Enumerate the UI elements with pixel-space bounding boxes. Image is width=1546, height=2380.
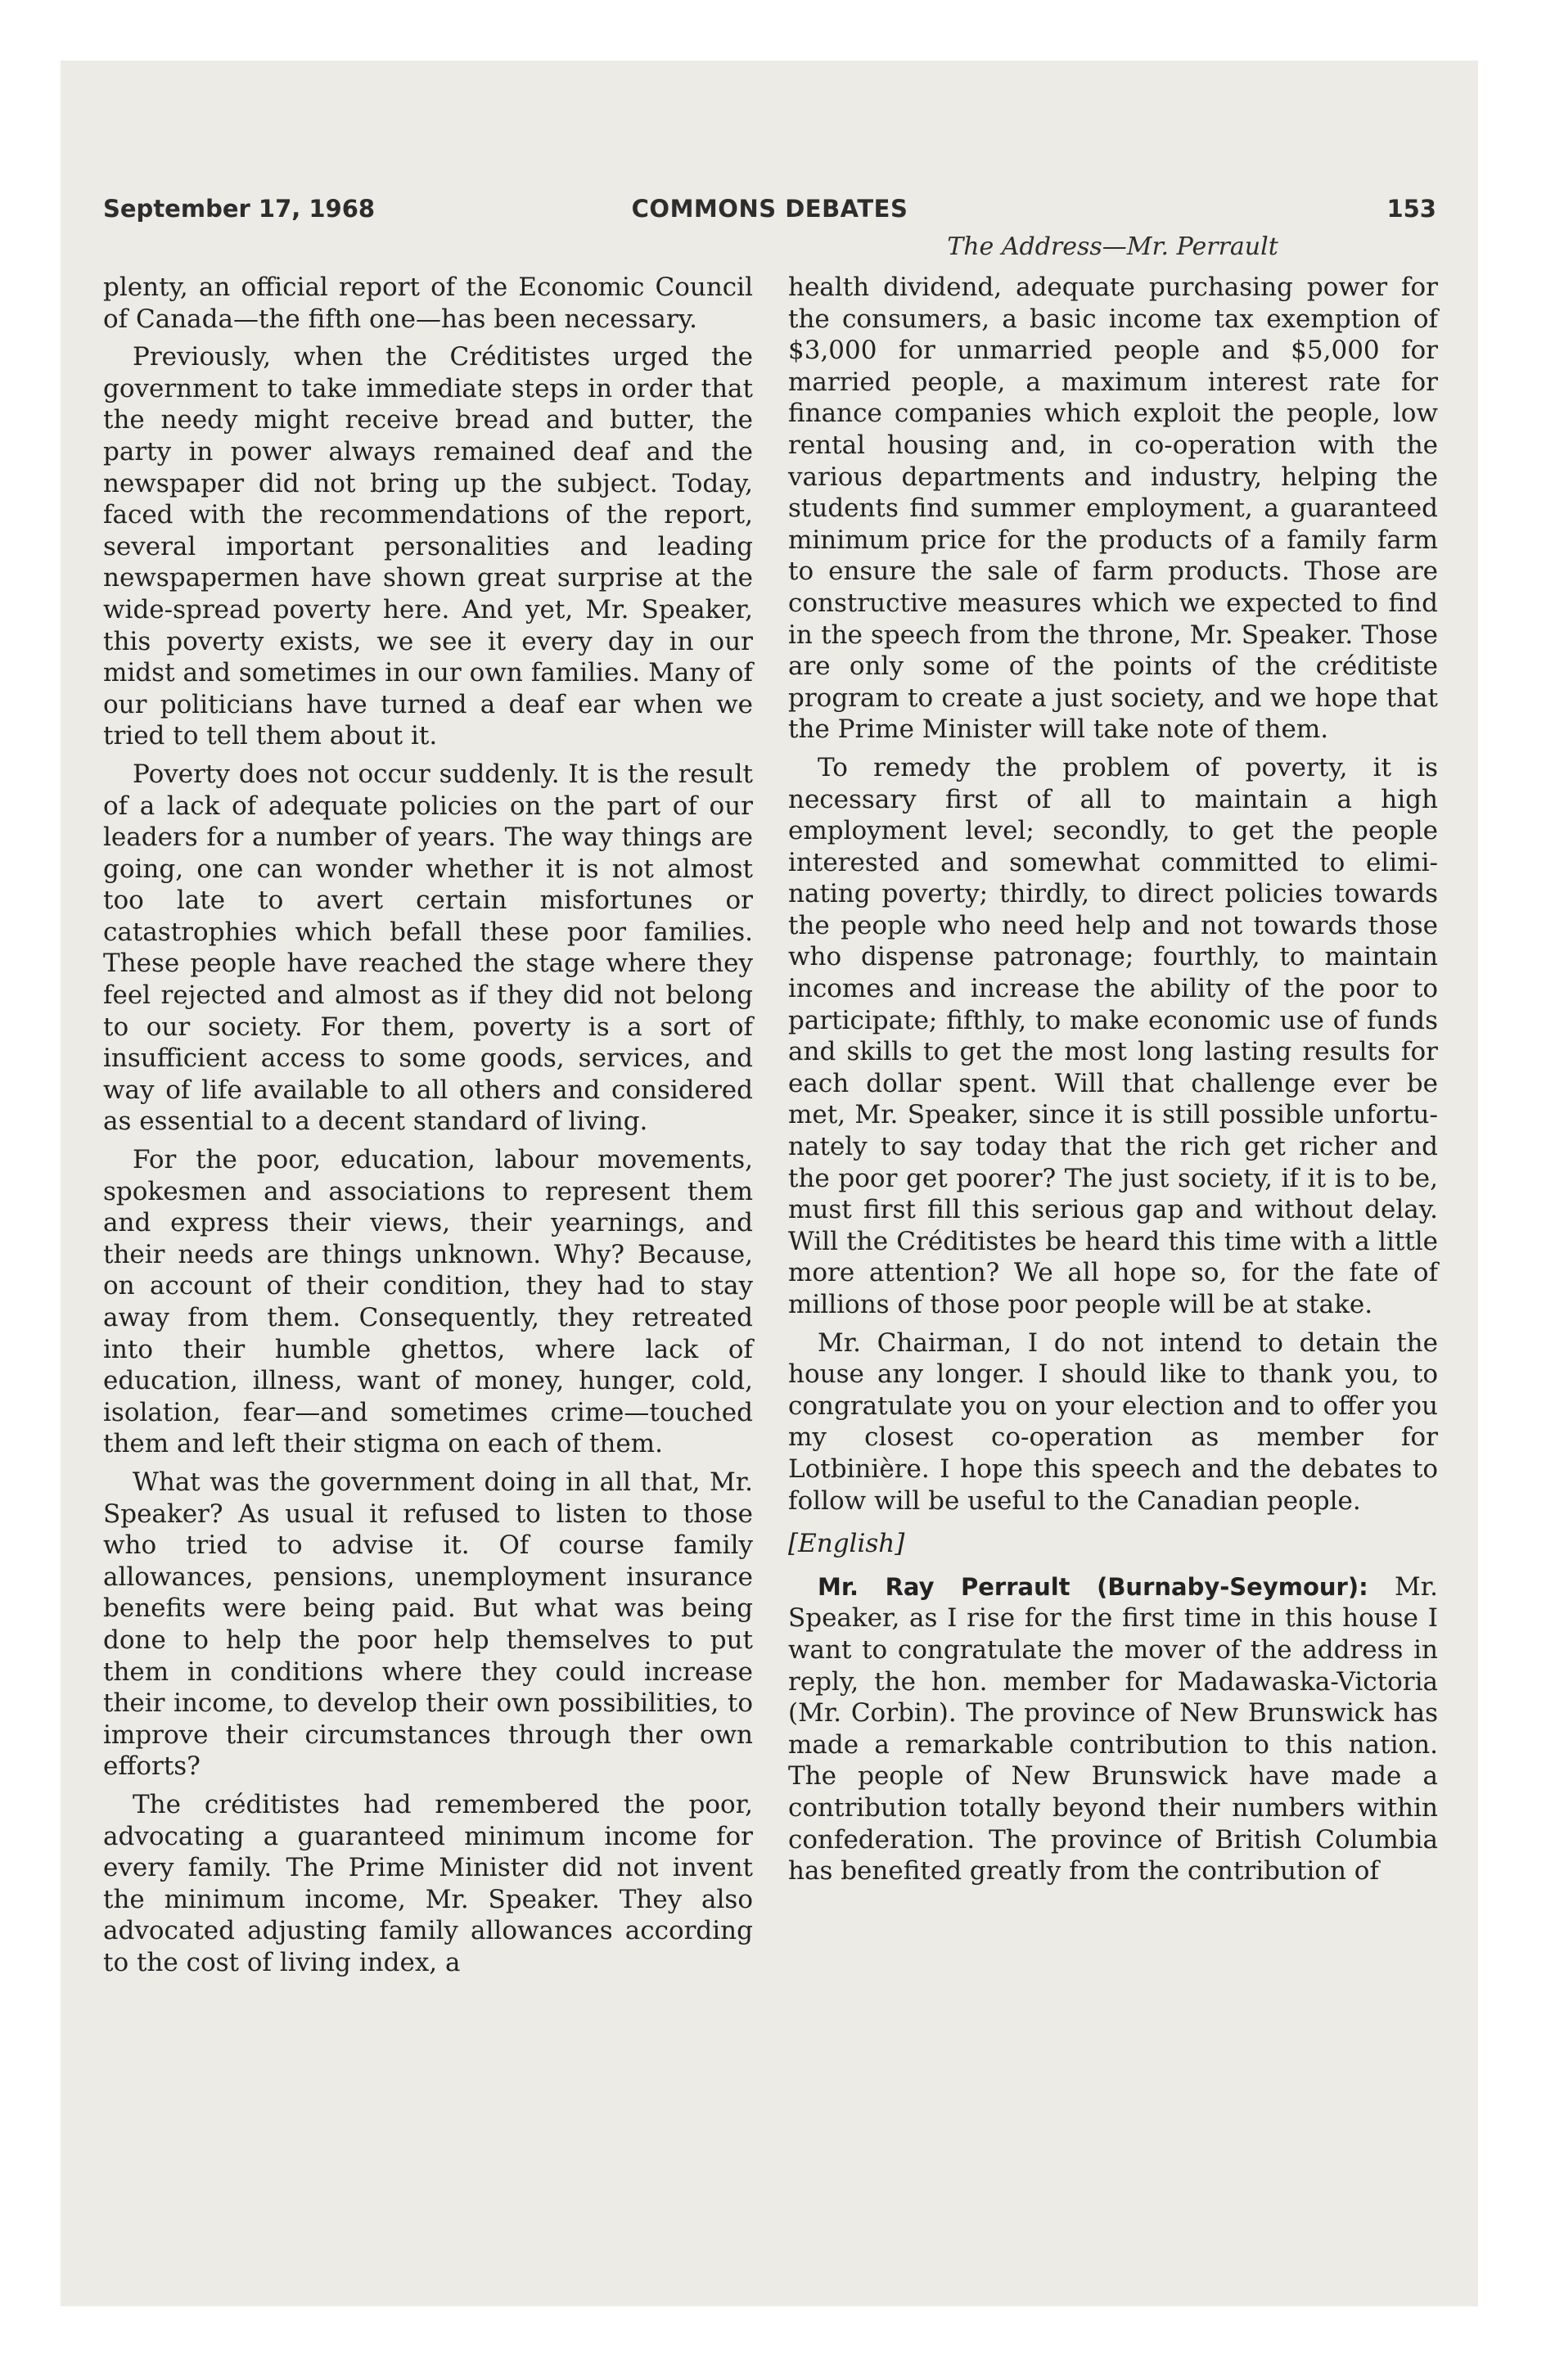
speaker-text: Mr. Speaker, as I rise for the first time in this house I want to congratulate the mover of the address in reply, the hon. member for Madawaska-Victoria (Mr. Corbin). The province of New Brunswick has made a remarkable contribution to this nation. The people of New Brunswick have made a contribution totally beyond their numbers within confederation. The province of British Columbia has benefited greatly from the contribution of (788, 1571, 1438, 1886)
running-head: The Address—Mr. Perrault (947, 232, 1278, 261)
paragraph: Mr. Chairman, I do not intend to detain the house any longer. I should like to thank you, to congratulate you on your election and to offer you my closest co-operation as member for Lotbinière. I hope this speech and the debates to follow will be useful to the Canadian people. (788, 1327, 1438, 1516)
paragraph: Previously, when the Créditistes urged the government to take immediate steps in order that the needy might receive bread and butter, the party in power always remained deaf and the newspaper did not bring up the subject. Today, faced with the recommendations of the report, several important personalities and leading newspapermen have shown great surprise at the wide-spread poverty here. And yet, Mr. Speaker, this poverty exists, we see it every day in our midst and sometimes in our own families. Many of our politicians have turned a deaf ear when we tried to tell them about it. (103, 342, 753, 751)
speaker-paragraph (788, 1571, 1438, 1887)
header-date: September 17, 1968 (103, 195, 376, 223)
paragraph: Poverty does not occur suddenly. It is the result of a lack of adequate policies on the part of our leaders for a number of years. The way things are going, one can wonder whether it is not almost too late to avert certain misfortunes or catastrophies which befall these poor families. These people have reached the stage where they feel rejected and almost as if they did not belong to our society. For them, poverty is a sort of insufficient access to some goods, services, and way of life available to all others and considered as essential to a decent standard of living. (103, 759, 753, 1137)
paragraph: plenty, an official report of the Economic Council of Canada—the fifth one—has been necessary. (103, 273, 753, 334)
speaker-name: Mr. Ray Perrault (Burnaby-Seymour): (818, 1572, 1368, 1601)
left-column (103, 272, 753, 1985)
paragraph: What was the government doing in all that, Mr. Speaker? As usual it refused to listen to those who tried to advise it. Of course family allowances, pensions, unemployment insurance benefits were being paid. But what was being done to help the poor help themselves to put them in conditions where they could increase their income, to develop their own possibilities, to improve their circumstances through ther own efforts? (103, 1467, 753, 1782)
language-note: [English] (788, 1529, 905, 1559)
paragraph: For the poor, education, labour movements, spokesmen and associations to represent them and express their views, their yearnings, and their needs are things unknown. Why? Because, on account of their condition, they had to stay away from them. Consequently, they retreated into their humble ghettos, where lack of education, illness, want of money, hunger, cold, isolation, fear—and sometimes crime—touched them and left their stigma on each of them. (103, 1145, 753, 1459)
page-header (103, 195, 1436, 228)
paragraph: health dividend, adequate purchasing power for the consumers, a basic income tax exemption of $3,000 for unmarried people and $5,000 for married people, a maximum interest rate for finance companies which exploit the people, low rental housing and, in co-operation with the various departments and industry, helping the students find summer employment, a guaranteed minimum price for the products of a family farm to ensure the sale of farm products. Those are constructive measures which we expected to find in the speech from the throne, Mr. Speaker. Those are only some of the points of the créditiste program to create a just society, and we hope that the Prime Minister will take note of them. (788, 273, 1438, 745)
header-title: COMMONS DEBATES (631, 195, 908, 223)
paragraph: To remedy the problem of poverty, it is necessary first of all to maintain a high employment level; secondly, to get the people interested and somewhat committed to eliminating poverty; thirdly, to direct policies towards the people who need help and not towards those who dispense patronage; fourthly, to maintain incomes and increase the ability of the poor to participate; fifthly, to make economic use of funds and skills to get the most long lasting results for each dollar spent. Will that challenge ever be met, Mr. Speaker, since it is still possible unfortunately to say today that the rich get richer and the poor get poorer? The just society, if it is to be, must first fill this serious gap and without delay. Will the Créditistes be heard this time with a little more attention? We all hope so, for the fate of millions of those poor people will be at stake. (788, 752, 1438, 1319)
page-number: 153 (1386, 195, 1436, 223)
right-column (788, 272, 1438, 1894)
paragraph: The créditistes had remembered the poor, advocating a guaranteed minimum income for every family. The Prime Minister did not invent the minimum income, Mr. Speaker. They also advocated adjusting family allowances according to the cost of living index, a (103, 1789, 753, 1977)
